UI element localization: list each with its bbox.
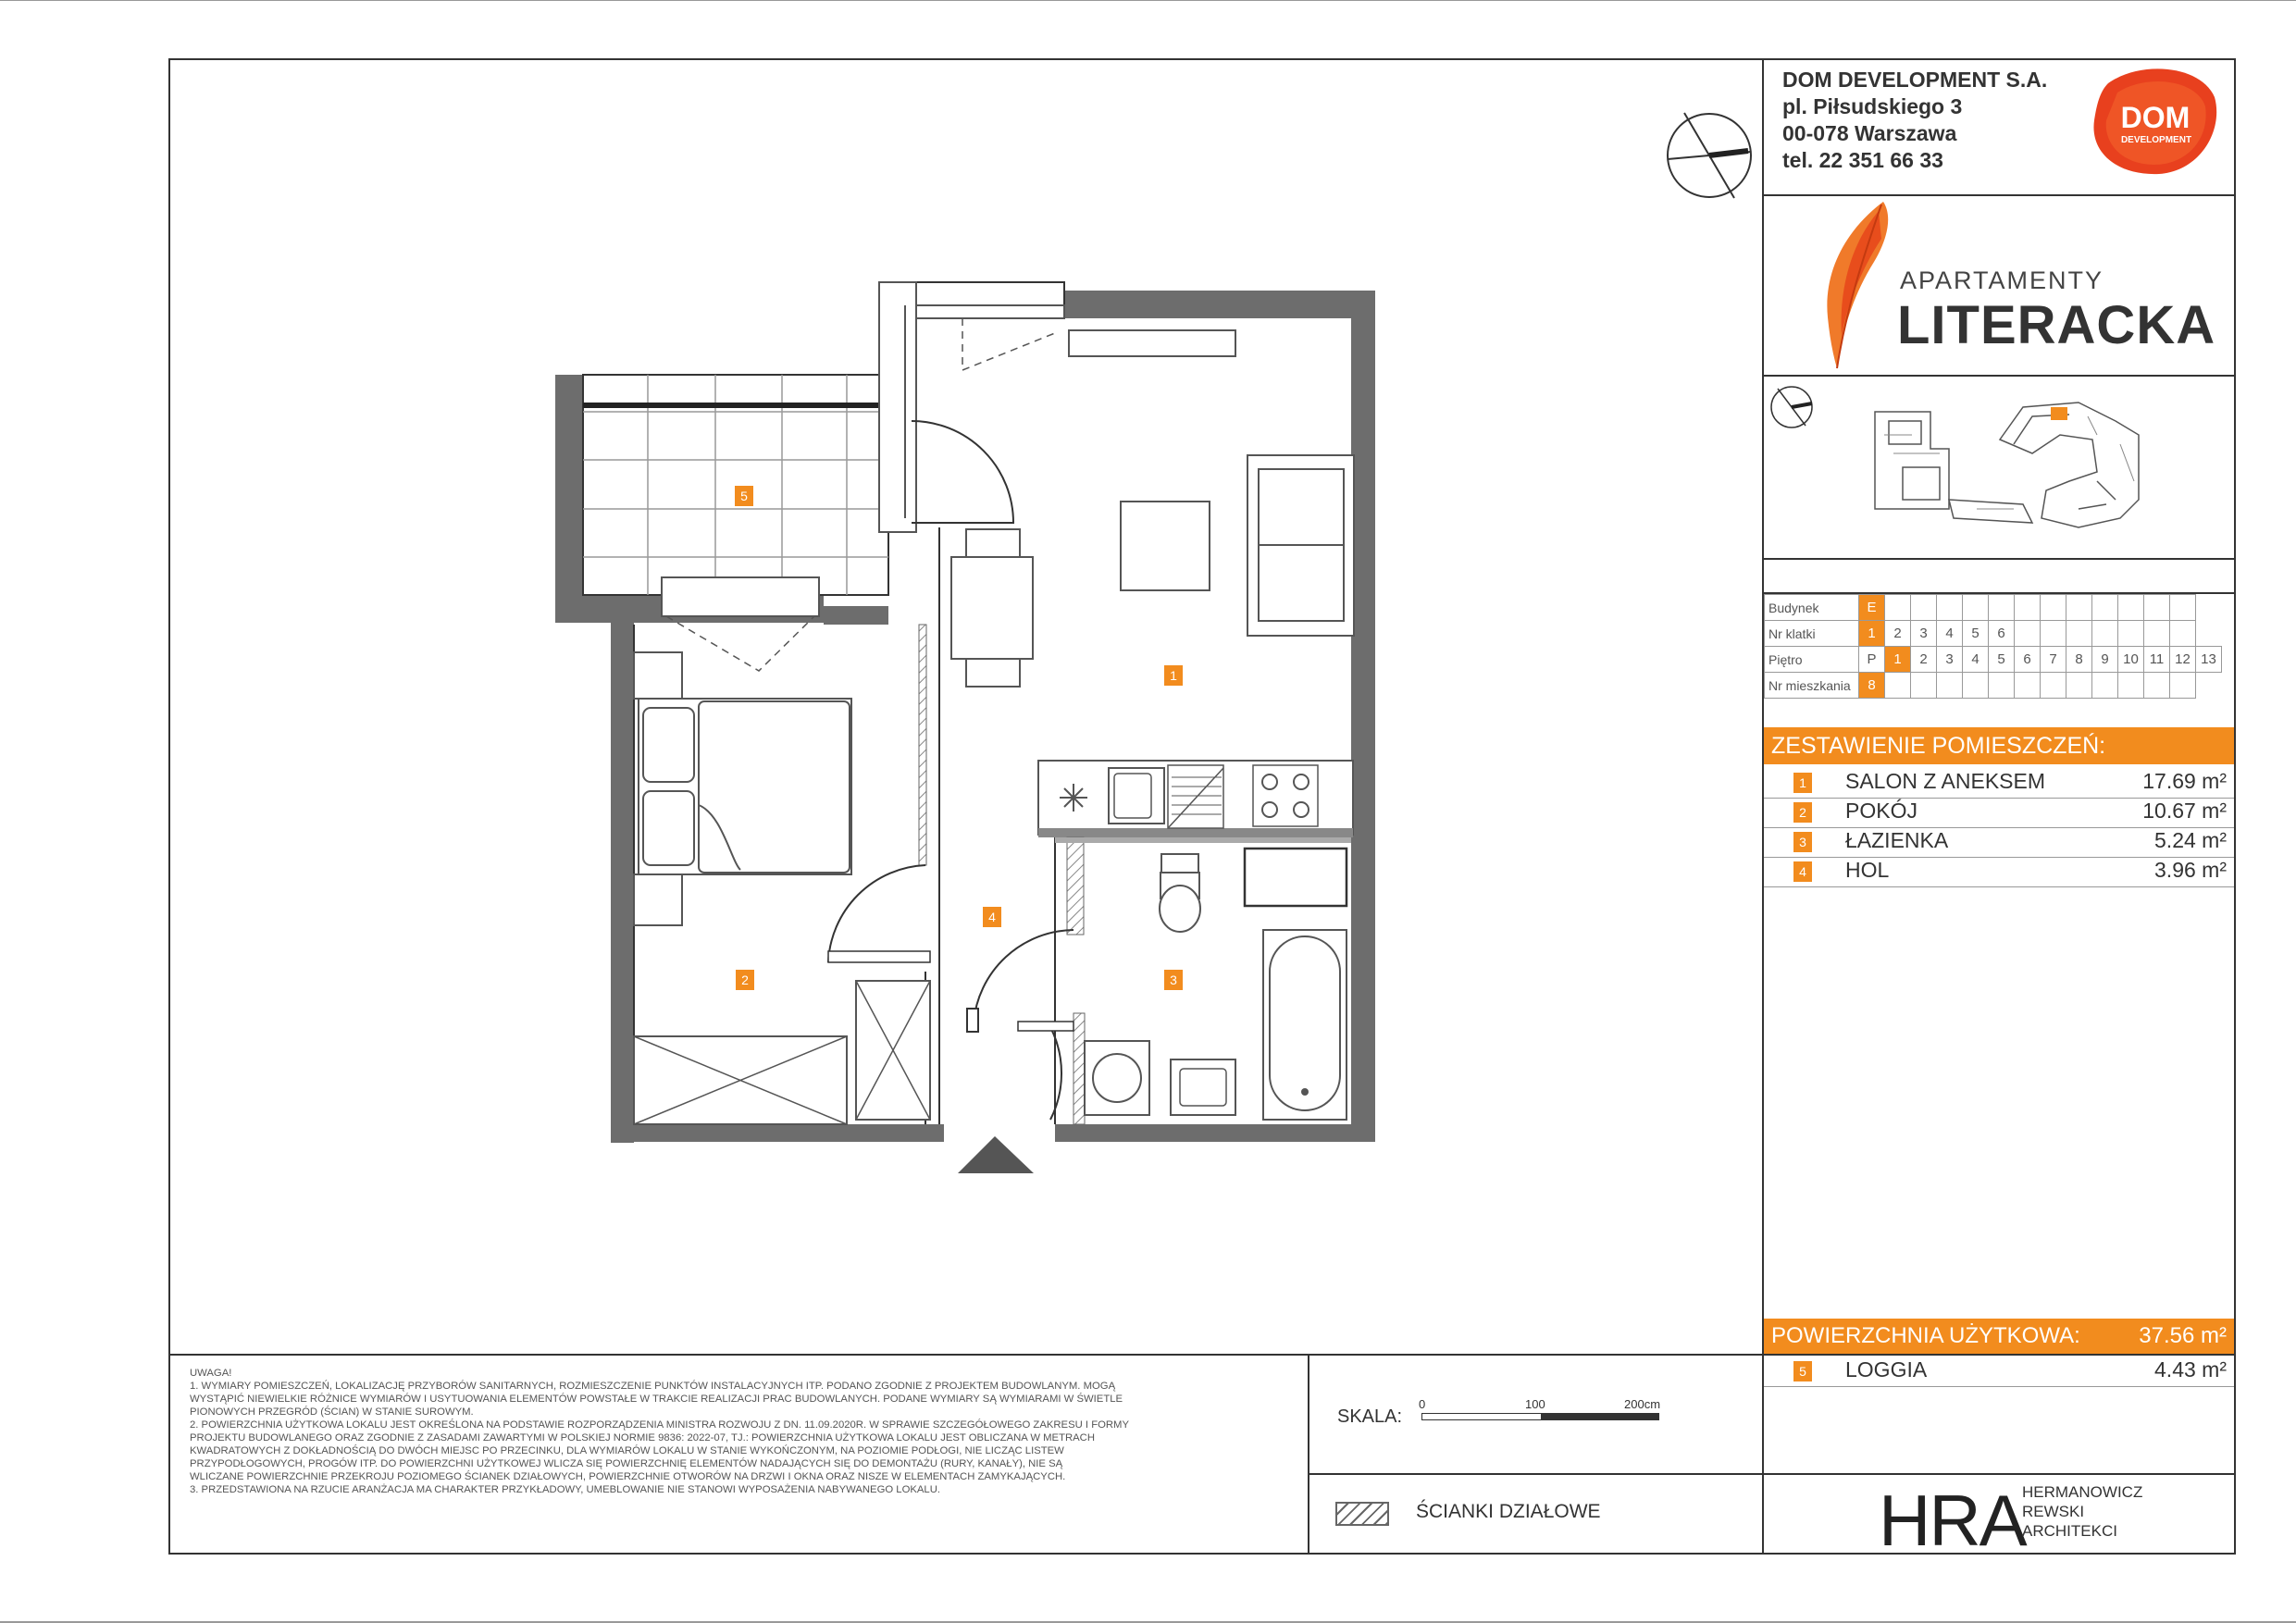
- note-line: WYSTĄPIĆ NIEWIELKIE RÓŻNICE WYMIARÓW I USYTUOWANIA ELEMENTÓW POWSTAŁE W TRAKCIE REALIZACJI PRAC BUDOWLANYCH. PODANE WYMIARY SĄ WYMIARAMI W ŚWIETLE: [190, 1394, 1123, 1405]
- room-name: POKÓJ: [1845, 799, 1917, 823]
- pietro-label: Piętro: [1765, 647, 1859, 673]
- usable-area-bar: [1764, 1319, 2234, 1354]
- room-row: [1792, 799, 2234, 826]
- klatka-cell: 2: [1885, 621, 1911, 647]
- panel-line: [1762, 375, 2236, 377]
- room-num: 4: [1793, 861, 1812, 882]
- room-num: 1: [1793, 773, 1812, 793]
- loggia-row: [1792, 1357, 2234, 1385]
- pietro-cell: 13: [2196, 647, 2222, 673]
- scale-label: SKALA:: [1337, 1406, 1403, 1427]
- note-line: 2. POWIERZCHNIA UŻYTKOWA LOKALU JEST OKREŚLONA NA PODSTAWIE ROZPORZĄDZENIA MINISTRA ROZWOJU Z DN. 11.09.2020R. W SPRAWIE SZCZEGÓŁOWEGO ZAKRESU I FORMY: [190, 1419, 1129, 1431]
- legend-label: ŚCIANKI DZIAŁOWE: [1416, 1501, 1601, 1522]
- pietro-cell: 6: [2015, 647, 2041, 673]
- entrance-arrow-icon: [958, 1136, 1034, 1173]
- klatka-cell: 4: [1937, 621, 1963, 647]
- radiator: [1069, 330, 1235, 356]
- svg-text:DEVELOPMENT: DEVELOPMENT: [2120, 135, 2192, 145]
- klatka-cell: 6: [1989, 621, 2015, 647]
- note-line: PIONOWYCH PRZEGRÓD (ŚCIAN) W STANIE SUROWYM.: [190, 1406, 474, 1418]
- loggia-name: LOGGIA: [1845, 1357, 1928, 1381]
- partition-hatch-icon: [1335, 1502, 1389, 1526]
- room-name: SALON Z ANEKSEM: [1845, 769, 2046, 793]
- plan-label-1: 1: [1164, 665, 1183, 686]
- usable-area-value: 37.56 m²: [2139, 1323, 2227, 1348]
- cooktop: [1253, 765, 1318, 826]
- balustrade: [583, 403, 888, 408]
- project-logo-big: LITERACKA: [1897, 295, 2216, 355]
- room-row: [1792, 858, 2234, 886]
- note-line: KWADRATOWYCH Z DOKŁADNOŚCIĄ DO DWÓCH MIEJSC PO PRZECINKU, DLA WYMIARÓW LOKALU W STANIE WYKOŃCZONYM, NA POZIOMIE PODŁOGI, NIE LICZĄC LISTEW: [190, 1445, 1064, 1456]
- note-line: PRZYPODŁOGOWYCH, PROGÓW ITP. DO POWIERZCHNI UŻYTKOWEJ WLICZA SIĘ POWIERZCHNIĘ ELEMENTÓW NADAJĄCYCH SIĘ DO DEMONTAŻU (RURY, KANAŁY), NIE SĄ: [190, 1458, 1063, 1469]
- location-table: [1764, 594, 2222, 699]
- plan-label-3: 3: [1164, 970, 1183, 990]
- scale-tick-100: 100: [1525, 1397, 1545, 1411]
- klatka-cell: 3: [1911, 621, 1937, 647]
- scale-divider: [1308, 1473, 1762, 1475]
- note-line: PROJEKTU BUDOWLANEGO ORAZ ZGODNIE Z ZASADAMI ZAWARTYMI W POLSKIEJ NORMIE 9836: 2022-07, TJ.: POWIERZCHNIA UŻYTKOWA LOKALU JEST OBLICZANA W METRACH: [190, 1432, 1095, 1443]
- company-city: 00-078 Warszawa: [1782, 121, 1957, 145]
- room-area: 3.96 m²: [2154, 858, 2227, 882]
- plan-label-2: 2: [736, 970, 754, 990]
- company-phone: tel. 22 351 66 33: [1782, 148, 1943, 172]
- pietro-cell: 9: [2092, 647, 2118, 673]
- room-row: [1792, 828, 2234, 856]
- pietro-cell: 2: [1911, 647, 1937, 673]
- budynek-value: E: [1859, 595, 1885, 621]
- pietro-cell: 10: [2118, 647, 2144, 673]
- compass-small-icon: [1771, 387, 1812, 427]
- loggia-divider: [1762, 1473, 2236, 1475]
- scale-bar: [1421, 1413, 1659, 1420]
- architect-line: REWSKI: [2022, 1503, 2085, 1520]
- klatka-label: Nr klatki: [1765, 621, 1859, 647]
- loggia-num: 5: [1793, 1361, 1812, 1381]
- room-area: 17.69 m²: [2142, 769, 2227, 793]
- company-info: [1782, 67, 2047, 174]
- loggia-area: 4.43 m²: [2154, 1357, 2227, 1381]
- row-separator: [1764, 886, 2234, 887]
- pietro-cell: 1: [1885, 647, 1911, 673]
- usable-area-label: POWIERZCHNIA UŻYTKOWA:: [1771, 1323, 2080, 1348]
- architect-name: [2022, 1482, 2142, 1541]
- pietro-cell: 5: [1989, 647, 2015, 673]
- mieszkanie-label: Nr mieszkania: [1765, 673, 1859, 699]
- room-num: 2: [1793, 802, 1812, 823]
- bottom-strip-line: [168, 1354, 2236, 1356]
- company-street: pl. Piłsudskiego 3: [1782, 94, 1963, 118]
- svg-text:DOM: DOM: [2120, 101, 2191, 134]
- room-num: 3: [1793, 832, 1812, 852]
- key-plan: [1764, 379, 2234, 555]
- notes: [190, 1367, 1286, 1496]
- company-name: DOM DEVELOPMENT S.A.: [1782, 68, 2048, 92]
- mieszkanie-value: 8: [1859, 673, 1885, 699]
- room-area: 5.24 m²: [2154, 828, 2227, 852]
- scale-tick-0: 0: [1419, 1397, 1426, 1411]
- loggia-door-frame: [879, 282, 916, 532]
- dom-development-logo: [2090, 65, 2221, 178]
- room-row: [1792, 769, 2234, 797]
- notes-title: UWAGA!: [190, 1368, 232, 1379]
- project-logo-small: APARTAMENTY: [1900, 266, 2104, 294]
- architect-line: ARCHITEKCI: [2022, 1522, 2117, 1540]
- window-room2: [662, 577, 819, 616]
- panel-line: [1762, 194, 2236, 196]
- plan-label-4: 4: [983, 907, 1001, 927]
- klatka-cell: 5: [1963, 621, 1989, 647]
- pietro-cell: 4: [1963, 647, 1989, 673]
- panel-line: [1762, 558, 2236, 560]
- architect-logo: HRA: [1879, 1480, 2026, 1561]
- window-top: [916, 305, 1064, 318]
- pietro-cell: 8: [2066, 647, 2092, 673]
- washer: [1085, 1041, 1149, 1115]
- plan-label-5: 5: [735, 486, 753, 506]
- pietro-cell: 7: [2041, 647, 2066, 673]
- pietro-cell: 12: [2170, 647, 2196, 673]
- rooms-header: ZESTAWIENIE POMIESZCZEŃ:: [1764, 727, 2234, 764]
- coffee-table: [1121, 502, 1210, 590]
- architect-line: HERMANOWICZ: [2022, 1483, 2143, 1501]
- note-line: 1. WYMIARY POMIESZCZEŃ, LOKALIZACJĘ PRZYBORÓW SANITARNYCH, ROZMIESZCZENIE PUNKTÓW INSTALACYJNYCH ITP. PODANO ZGODNIE Z PROJEKTEM BUDOWLANYM. MOGĄ: [190, 1381, 1116, 1392]
- pietro-cell: 3: [1937, 647, 1963, 673]
- duct: [1245, 849, 1347, 906]
- note-line: 3. PRZEDSTAWIONA NA RZUCIE ARANŻACJA MA CHARAKTER PRZYKŁADOWY, UMEBLOWANIE NIE STANOWI WYPOSAŻENIA NABYWANEGO LOKALU.: [190, 1484, 941, 1495]
- room-name: HOL: [1845, 858, 1890, 882]
- notes-divider: [1308, 1354, 1309, 1555]
- note-line: WLICZANE POWIERZCHNIE PRZEKROJU POZIOMEGO ŚCIANEK DZIAŁOWYCH, POWIERZCHNIE OTWORÓW NA DRZWI I OKNA ORAZ NISZE W ELEMENTACH ZAMYKAJĄCYCH.: [190, 1471, 1066, 1482]
- compass-icon: [1668, 113, 1751, 198]
- budynek-label: Budynek: [1765, 595, 1859, 621]
- row-separator: [1764, 1386, 2234, 1387]
- klatka-cell: 1: [1859, 621, 1885, 647]
- feather-icon: [1809, 197, 1902, 373]
- room-name: ŁAZIENKA: [1845, 828, 1949, 852]
- scale-tick-200: 200cm: [1624, 1397, 1661, 1411]
- pietro-cell: 11: [2144, 647, 2170, 673]
- pietro-cell: P: [1859, 647, 1885, 673]
- dining-table: [951, 557, 1033, 659]
- room-area: 10.67 m²: [2142, 799, 2227, 823]
